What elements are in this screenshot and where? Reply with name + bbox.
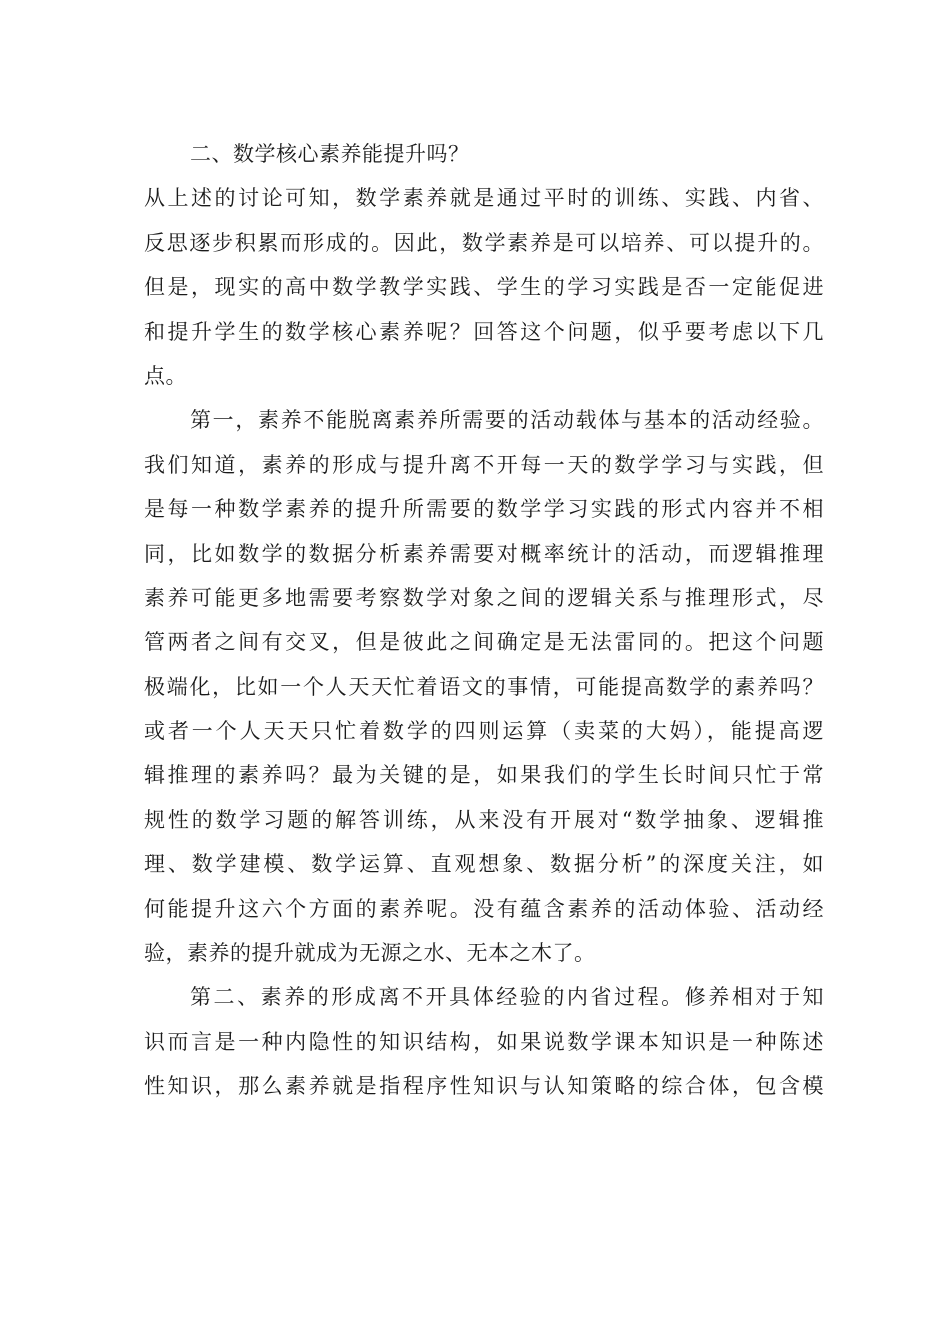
paragraph-line: 辑推理的素养吗？最为关键的是，如果我们的学生长时间只忙于常 — [144, 763, 824, 788]
paragraph-line: 或者一个人天天只忙着数学的四则运算（卖菜的大妈），能提高逻 — [144, 719, 824, 744]
paragraph-line: 是每一种数学素养的提升所需要的数学学习实践的形式内容并不相 — [144, 497, 824, 522]
paragraph-line: 反思逐步积累而形成的。因此，数学素养是可以培养、可以提升的。 — [144, 230, 824, 255]
paragraph-line: 同，比如数学的数据分析素养需要对概率统计的活动，而逻辑推理 — [144, 541, 824, 566]
paragraph-line: 极端化，比如一个人天天忙着语文的事情，可能提高数学的素养吗？ — [144, 674, 824, 699]
paragraph-line: 我们知道，素养的形成与提升离不开每一天的数学学习与实践，但 — [144, 452, 824, 477]
paragraph-line: 性知识，那么素养就是指程序性知识与认知策略的综合体，包含模 — [144, 1074, 824, 1099]
paragraph-line: 管两者之间有交叉，但是彼此之间确定是无法雷同的。把这个问题 — [144, 630, 824, 655]
paragraph-line: 点。 — [144, 363, 187, 388]
paragraph-line: 第一，素养不能脱离素养所需要的活动载体与基本的活动经验。 — [190, 408, 824, 433]
paragraph-line: 素养可能更多地需要考察数学对象之间的逻辑关系与推理形式，尽 — [144, 585, 824, 610]
paragraph-line: 理、数学建模、数学运算、直观想象、数据分析”的深度关注，如 — [144, 852, 824, 877]
paragraph-line: 但是，现实的高中数学教学实践、学生的学习实践是否一定能促进 — [144, 275, 824, 300]
paragraph-line: 何能提升这六个方面的素养呢。没有蕴含素养的活动体验、活动经 — [144, 896, 824, 921]
paragraph-line: 第二、素养的形成离不开具体经验的内省过程。修养相对于知 — [190, 985, 824, 1010]
section-heading: 二、数学核心素养能提升吗？ — [190, 142, 470, 166]
paragraph-line: 验，素养的提升就成为无源之水、无本之木了。 — [144, 941, 596, 966]
paragraph-line: 规性的数学习题的解答训练，从来没有开展对“数学抽象、逻辑推 — [144, 807, 824, 832]
paragraph-line: 和提升学生的数学核心素养呢？回答这个问题，似乎要考虑以下几 — [144, 319, 824, 344]
paragraph-line: 从上述的讨论可知，数学素养就是通过平时的训练、实践、内省、 — [144, 186, 824, 211]
document-body — [144, 132, 824, 1109]
paragraph-line: 识而言是一种内隐性的知识结构，如果说数学课本知识是一种陈述 — [144, 1029, 824, 1054]
